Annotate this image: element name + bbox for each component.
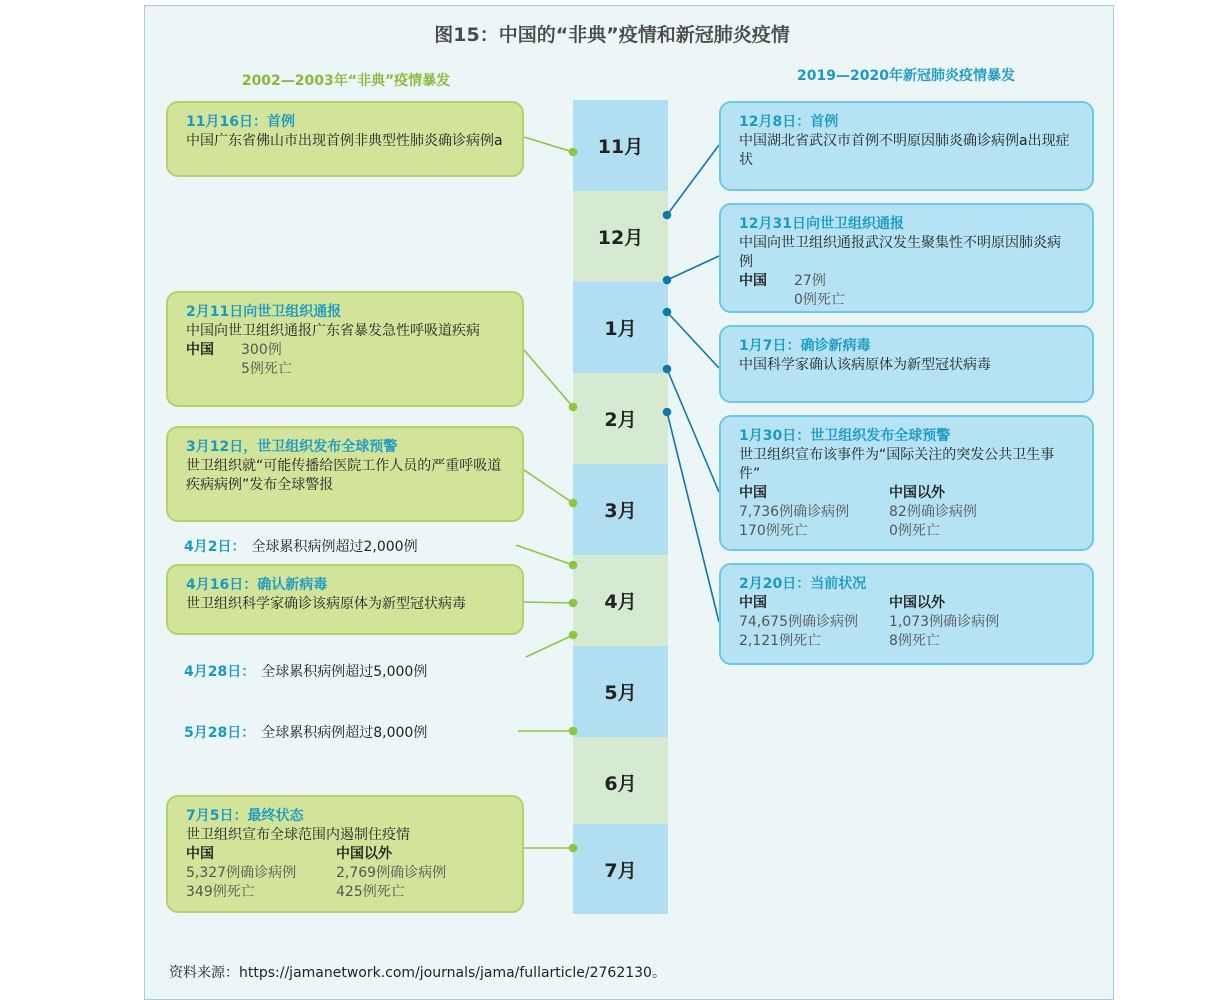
connector-dot: [570, 728, 577, 735]
stat-label: 中国: [739, 485, 767, 501]
event-text: 全球累积病例超过2,000例: [251, 539, 418, 555]
stat-value: 170例死亡: [739, 523, 808, 539]
stat-label: 中国以外: [889, 485, 945, 501]
event-heading: 11月16日：首例: [186, 114, 295, 130]
stat-value: 300例: [241, 342, 282, 358]
sars-event-global-alert: [166, 426, 524, 522]
covid-event-who-notify: [719, 203, 1094, 313]
connector-sars-2: [524, 350, 573, 407]
stat-value: 7,736例确诊病例: [739, 504, 850, 520]
event-heading: 1月7日：确诊新病毒: [739, 338, 871, 354]
sars-event-first-case: [166, 101, 524, 177]
connector-dot: [664, 277, 671, 284]
stat-value: 27例: [794, 273, 826, 289]
stat-value: 0例死亡: [794, 292, 845, 308]
stat-value: 349例死亡: [186, 884, 255, 900]
connector-covid-2: [667, 256, 719, 280]
stat-label: 中国: [186, 342, 214, 358]
event-text: 中国向世卫组织通报广东省暴发急性呼吸道疾病: [186, 323, 480, 339]
stat-row: [739, 272, 1074, 291]
stat-value: 74,675例确诊病例: [739, 614, 858, 630]
event-text: 中国科学家确认该病原体为新型冠状病毒: [739, 357, 991, 373]
event-text: 世卫组织就“可能传播给医院工作人员的严重呼吸道疾病病例”发布全球警报: [186, 458, 502, 493]
connector-covid-3: [667, 312, 719, 368]
stat-label: 中国以外: [889, 595, 945, 611]
event-text: 世卫组织宣布该事件为“国际关注的突发公共卫生事件”: [739, 447, 1055, 482]
event-text: 中国湖北省武汉市首例不明原因肺炎确诊病例a出现症状: [739, 133, 1070, 168]
event-date: 4月28日：: [184, 664, 256, 680]
connector-covid-4: [667, 369, 719, 492]
sars-event-final-status: [166, 795, 524, 913]
stat-value: 425例死亡: [336, 884, 405, 900]
connector-sars-1: [524, 137, 573, 152]
connector-covid-5: [667, 412, 719, 622]
connector-dot: [664, 212, 671, 219]
connector-dot: [570, 149, 577, 156]
connector-dot: [570, 632, 577, 639]
source-note: 资料来源：https://jamanetwork.com/journals/jama/fullarticle/2762130。: [169, 965, 666, 981]
connector-dot: [570, 404, 577, 411]
connector-dot: [570, 600, 577, 607]
event-heading: 7月5日：最终状态: [186, 808, 304, 824]
connector-sars-5: [524, 602, 573, 603]
connector-sars-6: [526, 635, 573, 657]
covid-event-global-alert: [719, 415, 1094, 551]
sars-event-apr2: [184, 536, 418, 556]
stat-value: 82例确诊病例: [889, 504, 977, 520]
connector-dot: [570, 500, 577, 507]
stat-row: [739, 291, 1074, 310]
connector-dot: [664, 366, 671, 373]
stat-label: 中国: [739, 595, 767, 611]
stat-grid: [739, 594, 1074, 651]
sars-heading: 2002—2003年“非典”疫情暴发: [241, 73, 451, 89]
event-text: 中国向世卫组织通报武汉发生聚集性不明原因肺炎病例: [739, 235, 1061, 270]
sars-event-who-notify: [166, 291, 524, 407]
event-heading: 12月8日：首例: [739, 114, 839, 130]
covid-event-new-virus: [719, 325, 1094, 403]
stat-label: 中国: [186, 846, 214, 862]
event-text: 全球累积病例超过8,000例: [261, 725, 428, 741]
sars-event-apr28: [184, 661, 427, 681]
stat-row: [186, 360, 504, 379]
month-jul: 7月: [573, 824, 668, 914]
stat-value: 1,073例确诊病例: [889, 614, 1000, 630]
month-dec: 12月: [573, 191, 668, 282]
connector-sars-4: [516, 545, 573, 565]
stat-grid: [739, 484, 1074, 541]
event-date: 4月2日：: [184, 539, 246, 555]
sars-event-new-virus: [166, 564, 524, 635]
connector-dot: [664, 409, 671, 416]
event-heading: 1月30日：世卫组织发布全球预警: [739, 428, 951, 444]
stat-value: 5,327例确诊病例: [186, 865, 297, 881]
month-mar: 3月: [573, 464, 668, 555]
event-heading: 3月12日，世卫组织发布全球预警: [186, 439, 398, 455]
stat-label: 中国以外: [336, 846, 392, 862]
event-heading: 4月16日：确认新病毒: [186, 577, 328, 593]
month-feb: 2月: [573, 373, 668, 464]
month-nov: 11月: [573, 100, 668, 191]
stat-grid: [186, 845, 504, 902]
event-text: 全球累积病例超过5,000例: [261, 664, 428, 680]
figure-title: 图15：中国的“非典”疫情和新冠肺炎疫情: [434, 24, 790, 46]
month-jan: 1月: [573, 282, 668, 373]
connector-sars-3: [524, 470, 573, 503]
event-text: 中国广东省佛山市出现首例非典型性肺炎确诊病例a: [186, 133, 503, 149]
month-apr: 4月: [573, 555, 668, 646]
sars-event-may28: [184, 722, 427, 742]
stat-label: 中国: [739, 273, 767, 289]
event-date: 5月28日：: [184, 725, 256, 741]
connector-dot: [664, 309, 671, 316]
connector-covid-1: [667, 145, 719, 215]
stat-value: 0例死亡: [889, 523, 940, 539]
stat-value: 2,769例确诊病例: [336, 865, 447, 881]
covid-heading: 2019—2020年新冠肺炎疫情暴发: [797, 68, 1015, 84]
event-text: 世卫组织科学家确诊该病原体为新型冠状病毒: [186, 596, 466, 612]
stat-value: 2,121例死亡: [739, 633, 822, 649]
stat-row: [186, 341, 504, 360]
event-text: 世卫组织宣布全球范围内遏制住疫情: [186, 827, 410, 843]
event-heading: 2月11日向世卫组织通报: [186, 304, 342, 320]
stat-value: 5例死亡: [241, 361, 292, 377]
month-jun: 6月: [573, 737, 668, 828]
covid-event-first-case: [719, 101, 1094, 191]
month-may: 5月: [573, 646, 668, 737]
event-heading: 2月20日：当前状况: [739, 576, 867, 592]
covid-event-current-status: [719, 563, 1094, 665]
stat-value: 8例死亡: [889, 633, 940, 649]
event-heading: 12月31日向世卫组织通报: [739, 216, 904, 232]
connector-dot: [570, 845, 577, 852]
connector-dot: [570, 562, 577, 569]
